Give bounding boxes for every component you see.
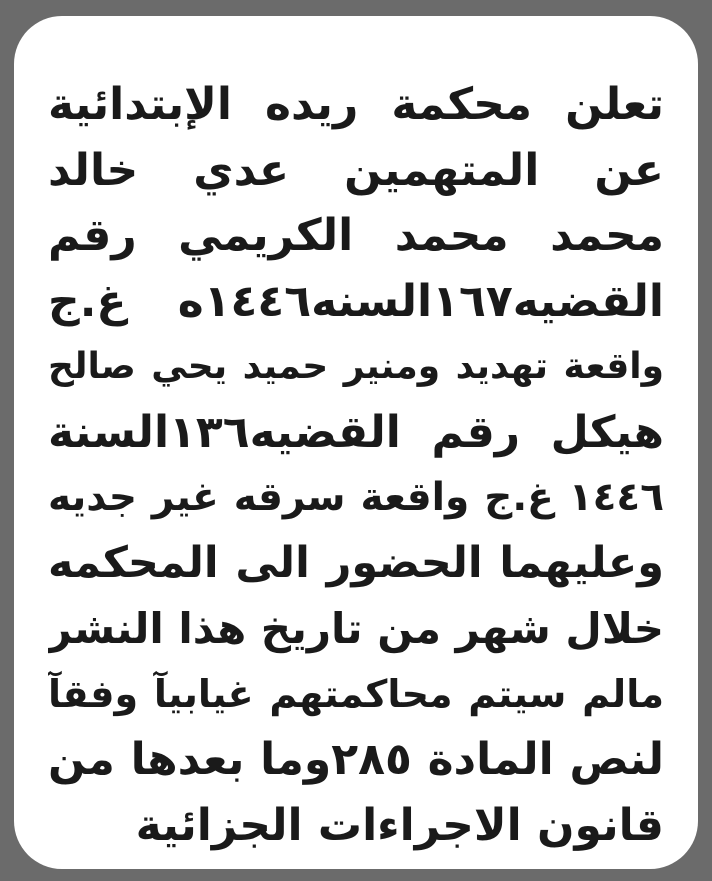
notice-line: قانون الاجراءات الجزائية (135, 799, 664, 851)
notice-line: عن المتهمين عدي خالد (48, 144, 664, 196)
notice-line: واقعة تهديد ومنير حميد يحي صالح (48, 346, 664, 387)
notice-card (14, 16, 698, 869)
notice-line: محمد محمد الكريمي رقم (48, 210, 664, 261)
notice-line: لنص المادة ٢٨٥وما بعدها من (48, 734, 664, 785)
notice-line: خلال شهر من تاريخ هذا النشر (48, 604, 664, 653)
notice-line: هيكل رقم القضيه١٣٦السنة (48, 406, 664, 458)
notice-text (48, 72, 664, 858)
notice-line: مالم سيتم محاكمتهم غيابيآ وفقآ (48, 671, 664, 716)
notice-line: القضيه١٦٧السنه١٤٤٦ه غ.ج (48, 275, 664, 327)
notice-line: وعليهما الحضور الى المحكمه (48, 537, 664, 588)
notice-line: ١٤٤٦ غ.ج واقعة سرقه غير جديه (48, 475, 664, 520)
notice-line: تعلن محكمة ريده الإبتدائية (48, 79, 664, 130)
